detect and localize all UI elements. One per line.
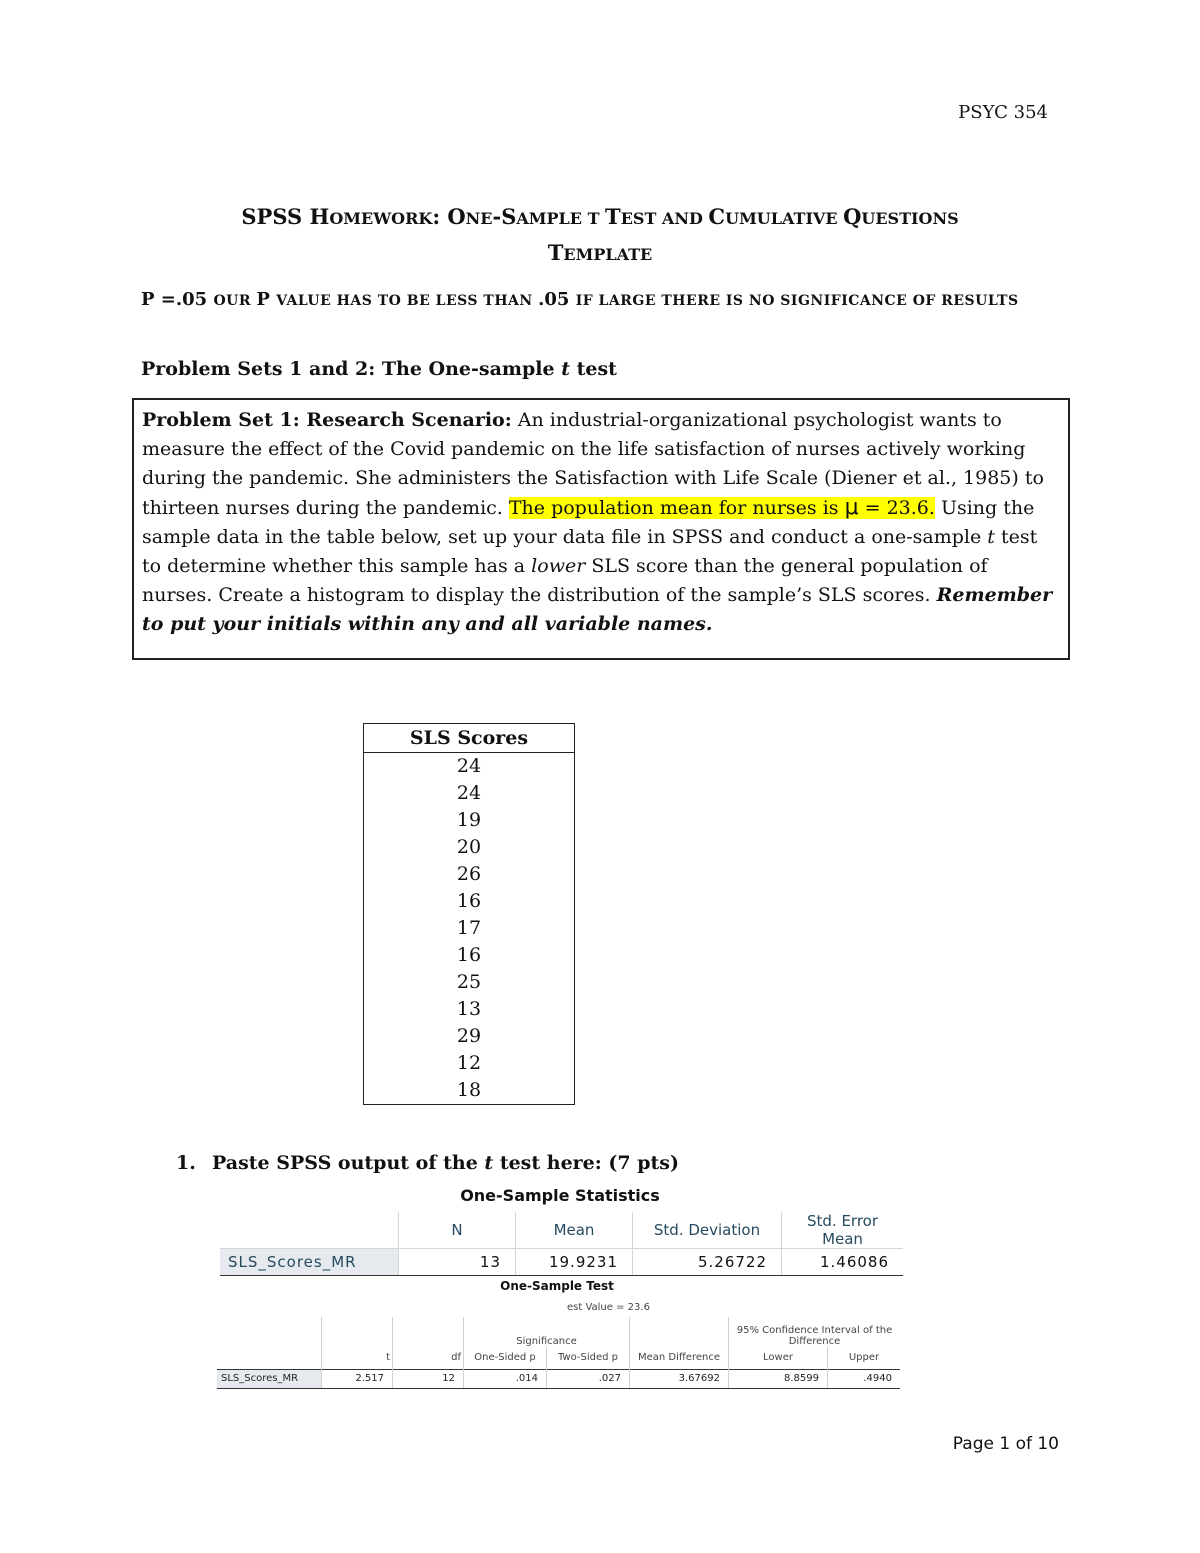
stats-se: 1.46086 xyxy=(782,1249,904,1276)
ci-group-header: 95% Confidence Interval of the Difference xyxy=(729,1317,901,1347)
section-title: Problem Sets 1 and 2: The One-sample t test xyxy=(141,358,617,380)
sls-value: 17 xyxy=(456,917,482,939)
sls-header: SLS Scores xyxy=(364,724,575,753)
stats-col-se: Std. Error Mean xyxy=(782,1212,904,1249)
test-two-p: .027 xyxy=(547,1369,630,1388)
one-sample-statistics-title: One-Sample Statistics xyxy=(460,1186,660,1205)
sls-value: 24 xyxy=(456,755,482,777)
significance-group-header: Significance xyxy=(464,1317,630,1347)
test-col-two-sided-p: Two-Sided p xyxy=(547,1347,630,1369)
test-col-mean-diff: Mean Difference xyxy=(630,1347,729,1369)
table-row xyxy=(220,1249,903,1276)
sls-value: 26 xyxy=(456,863,482,885)
sls-value: 19 xyxy=(456,809,482,831)
one-sample-statistics-table xyxy=(220,1212,903,1276)
test-value-label: est Value = 23.6 xyxy=(567,1302,650,1313)
test-col-lower: Lower xyxy=(729,1347,828,1369)
stats-col-mean: Mean xyxy=(516,1212,633,1249)
sls-value: 16 xyxy=(456,890,482,912)
test-upper: .4940 xyxy=(828,1369,901,1388)
stats-sd: 5.26722 xyxy=(633,1249,782,1276)
sls-value: 29 xyxy=(456,1025,482,1047)
one-sample-test-table xyxy=(217,1317,900,1389)
question-1: 1. Paste SPSS output of the t test here: (7 pts) xyxy=(176,1152,679,1174)
table-row xyxy=(217,1369,900,1388)
population-mean-highlight: The population mean for nurses is μ = 23.6. xyxy=(508,495,935,520)
page-number: Page 1 of 10 xyxy=(952,1434,1059,1454)
p-value-note: P =.05 OUR P VALUE HAS TO BE LESS THAN .05 IF LARGE THERE IS NO SIGNIFICANCE OF RESULTS xyxy=(141,289,1019,310)
title-line-1: SPSS HOMEWORK: ONE-SAMPLE T TEST AND CUMULATIVE QUESTIONS xyxy=(241,204,959,229)
test-col-upper: Upper xyxy=(828,1347,901,1369)
document-title xyxy=(0,200,1200,272)
stats-col-sd: Std. Deviation xyxy=(633,1212,782,1249)
stats-col-n: N xyxy=(399,1212,516,1249)
test-t: 2.517 xyxy=(322,1369,393,1388)
sls-value: 20 xyxy=(456,836,482,858)
test-col-one-sided-p: One-Sided p xyxy=(464,1347,547,1369)
test-lower: 8.8599 xyxy=(729,1369,828,1388)
course-header: PSYC 354 xyxy=(958,102,1048,123)
sls-value: 13 xyxy=(456,998,482,1020)
scenario-text: Problem Set 1: Research Scenario: An industrial-organizational psychologist wants to measure the effect of the Covid pandemic on the life satisfaction of nurses actively working during the pandemic. She administers the Satisfaction with Life Scale (Diener et al., 1985) to thirteen nurses during the pandemic. The population mean for nurses is μ = 23.6. Using the sample data in the table below, set up your data file in SPSS and conduct a one-sample t test to determine whether this sample has a lower SLS score than the general population of nurses. Create a histogram to display the distribution of the sample’s SLS scores. Remember to put your initials within any and all variable names. xyxy=(142,409,1053,635)
test-col-t: t xyxy=(322,1347,393,1369)
test-col-df: df xyxy=(393,1347,464,1369)
stats-col-blank xyxy=(220,1212,399,1249)
test-one-p: .014 xyxy=(464,1369,547,1388)
sls-scores-table xyxy=(363,723,575,1105)
stats-n: 13 xyxy=(399,1249,516,1276)
research-scenario-box xyxy=(132,398,1070,660)
stats-mean: 19.9231 xyxy=(516,1249,633,1276)
sls-value: 24 xyxy=(456,782,482,804)
sls-value: 16 xyxy=(456,944,482,966)
stats-row-label: SLS_Scores_MR xyxy=(220,1249,399,1276)
test-row-label: SLS_Scores_MR xyxy=(217,1369,322,1388)
test-mean-diff: 3.67692 xyxy=(630,1369,729,1388)
one-sample-test-title: One-Sample Test xyxy=(500,1279,614,1293)
sls-value: 18 xyxy=(456,1079,482,1101)
test-df: 12 xyxy=(393,1369,464,1388)
sls-value: 12 xyxy=(456,1052,482,1074)
sls-value: 25 xyxy=(456,971,482,993)
title-line-2: TEMPLATE xyxy=(547,240,653,265)
